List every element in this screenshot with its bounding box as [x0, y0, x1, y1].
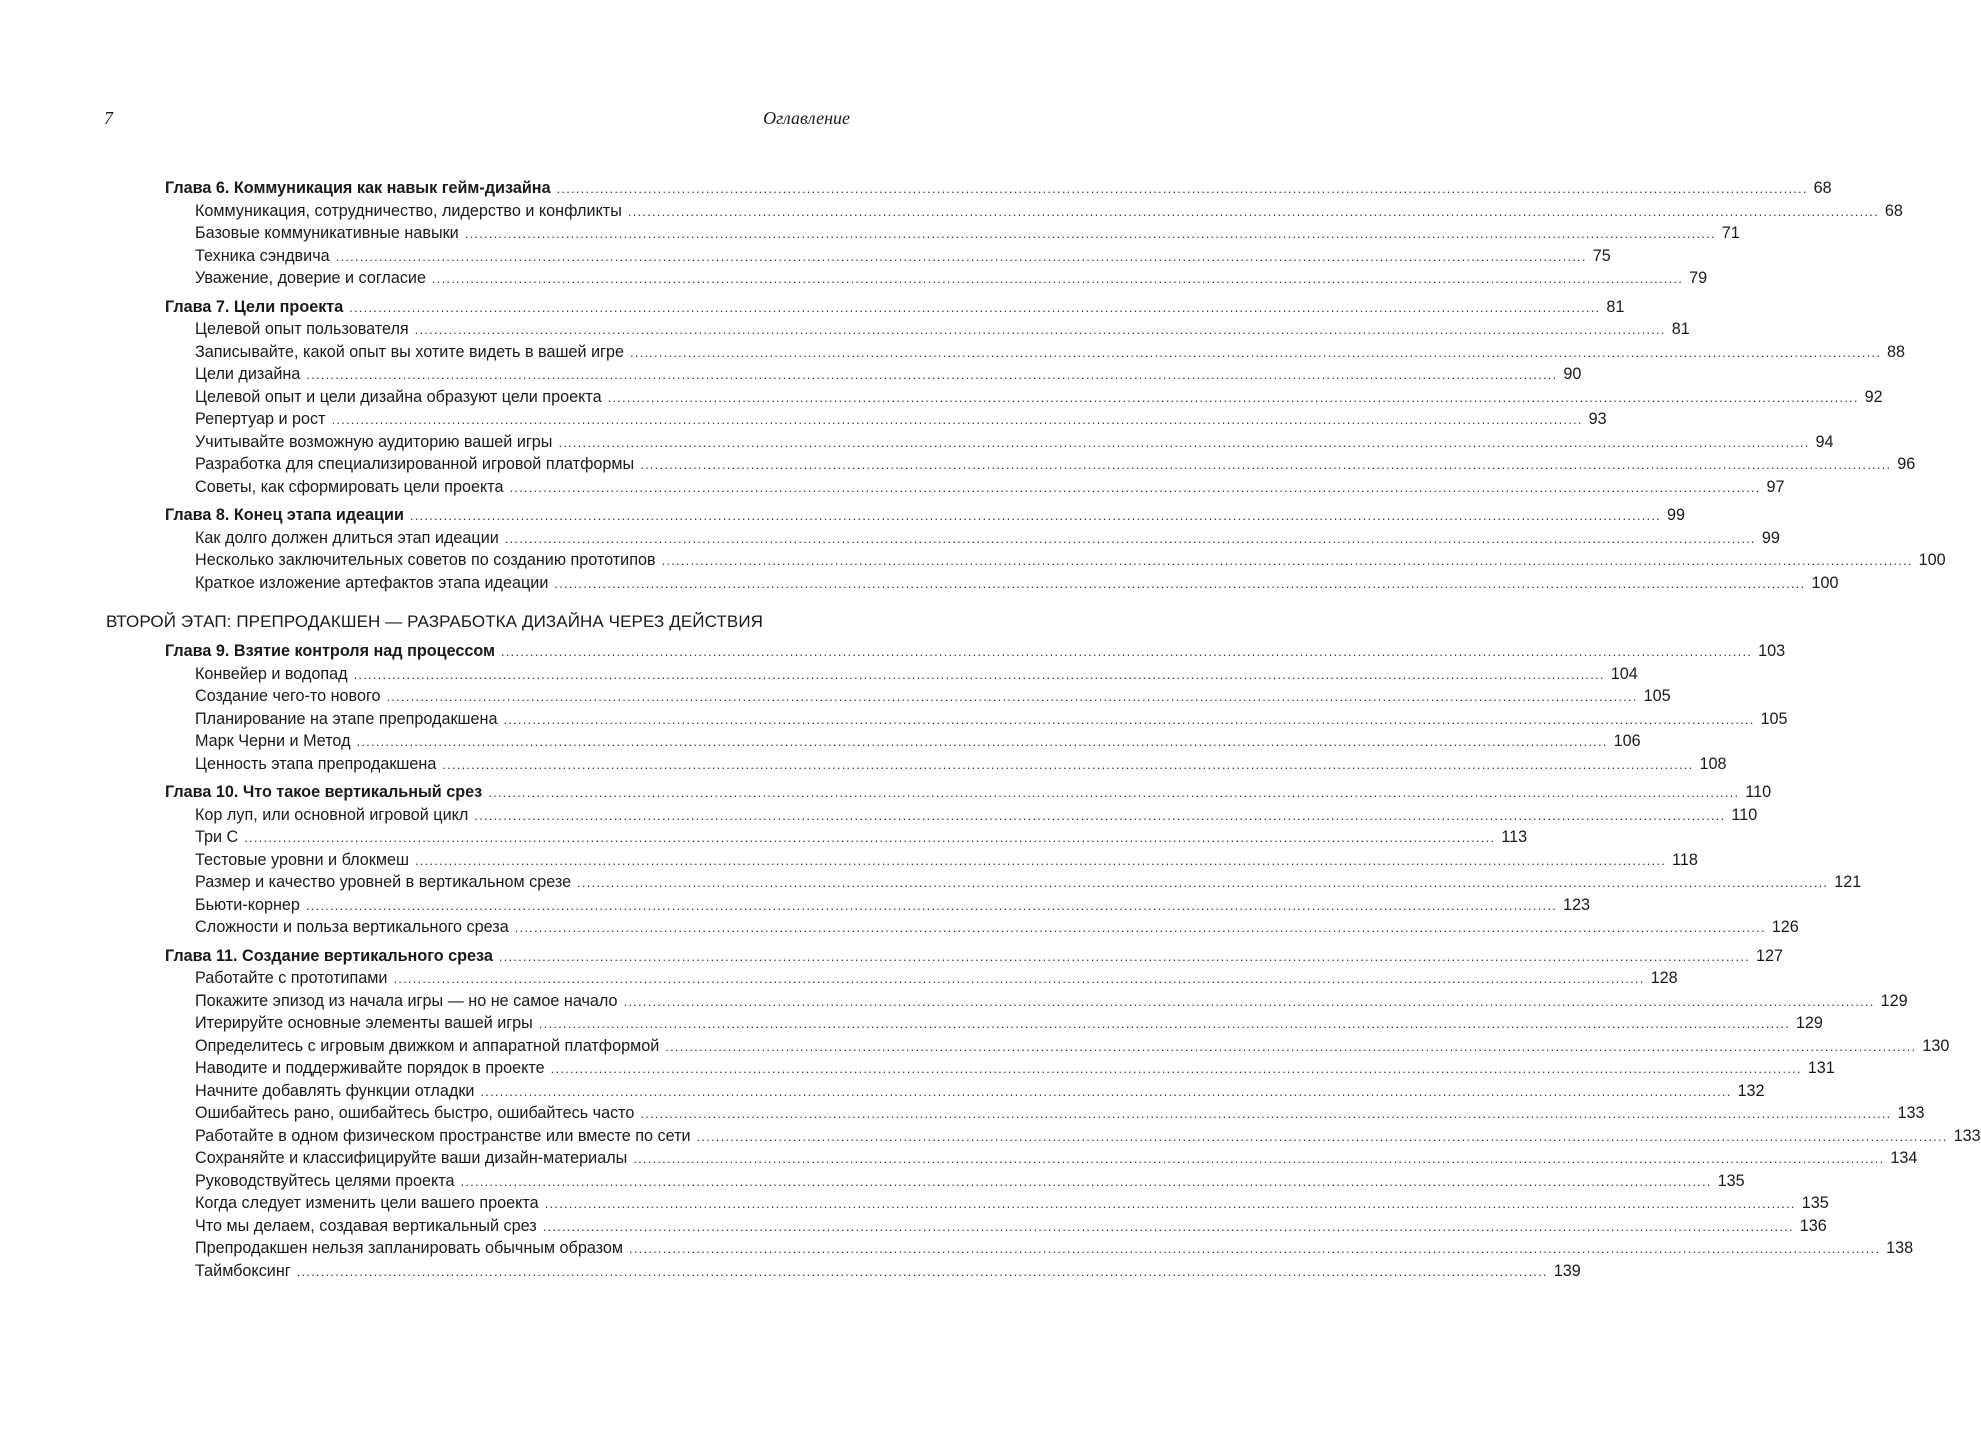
section-title: Краткое изложение артефактов этапа идеации [195, 574, 554, 593]
toc-section-entry[interactable] [0, 1036, 1950, 1060]
toc-section-entry[interactable] [0, 246, 1611, 270]
dot-leader [505, 531, 1756, 546]
toc-chapter-entry[interactable] [0, 946, 1783, 970]
toc-section-entry[interactable] [0, 709, 1788, 733]
dot-leader [539, 1016, 1790, 1031]
toc-chapter-entry[interactable] [0, 297, 1625, 321]
page-ref: 68 [1884, 201, 1903, 220]
toc-section-entry[interactable] [0, 1171, 1745, 1195]
chapter-title: Глава 6. Коммуникация как навык гейм-дизайна [165, 179, 557, 198]
toc-section-entry[interactable] [0, 1081, 1765, 1105]
page-ref: 106 [1613, 732, 1641, 750]
dot-leader [665, 1039, 1916, 1054]
toc-section-entry[interactable] [0, 320, 1690, 343]
section-title: Техника сэндвича [195, 247, 336, 266]
toc-chapter-group [0, 783, 1862, 941]
page-ref: 97 [1766, 477, 1785, 496]
page-header [104, 108, 850, 132]
section-title: Советы, как сформировать цели проекта [195, 478, 509, 497]
dot-leader [415, 853, 1666, 868]
page-ref: 105 [1760, 709, 1788, 728]
page-ref: 96 [1897, 455, 1916, 473]
section-title: Несколько заключительных советов по созданию прототипов [195, 551, 662, 570]
dot-leader [432, 271, 1683, 286]
page-ref: 88 [1887, 342, 1906, 361]
chapter-title: Глава 11. Создание вертикального среза [165, 947, 499, 966]
toc-section-entry[interactable] [0, 573, 1839, 597]
dot-leader [629, 1241, 1880, 1256]
toc-section-entry[interactable] [0, 1014, 1823, 1037]
toc-section-entry[interactable] [0, 687, 1671, 710]
section-title: Наводите и поддерживайте порядок в проекте [195, 1059, 551, 1078]
dot-leader [480, 1084, 1731, 1099]
section-title: Кор луп, или основной игровой цикл [195, 806, 474, 825]
chapter-title: Глава 7. Цели проекта [165, 298, 349, 317]
dot-leader [503, 712, 1754, 727]
section-title: Начните добавлять функции отладки [195, 1082, 480, 1101]
dot-leader [461, 1174, 1712, 1189]
toc-section-entry[interactable] [0, 342, 1906, 366]
chapter-title: Глава 9. Взятие контроля над процессом [165, 642, 501, 661]
dot-leader [543, 1219, 1794, 1234]
section-title: Размер и качество уровней в вертикальном срезе [195, 873, 577, 892]
toc-section-entry[interactable] [0, 805, 1758, 829]
section-title: Сохраняйте и классифицируйте ваши дизайн-материалы [195, 1149, 633, 1168]
section-title: Три С [195, 828, 244, 847]
toc-chapter-group [0, 506, 1946, 596]
dot-leader [415, 322, 1666, 337]
section-title: Итерируйте основные элементы вашей игры [195, 1014, 539, 1033]
page-ref: 133 [1953, 1126, 1981, 1145]
dot-leader [640, 457, 1891, 472]
section-title: Целевой опыт и цели дизайна образуют цели проекта [195, 388, 608, 407]
toc-chapter-group [0, 642, 1788, 777]
toc-chapter-entry[interactable] [0, 179, 1832, 202]
toc-section-entry[interactable] [0, 432, 1834, 456]
chapter-title: Глава 8. Конец этапа идеации [165, 506, 410, 525]
page-ref: 132 [1737, 1081, 1765, 1100]
dot-leader [474, 808, 1725, 823]
toc-chapter-group [0, 946, 1981, 1285]
dot-leader [697, 1129, 1948, 1144]
toc-section-entry[interactable] [0, 455, 1916, 478]
page-ref: 99 [1761, 528, 1780, 547]
section-title: Таймбоксинг [195, 1262, 297, 1281]
page-ref: 135 [1801, 1194, 1829, 1212]
part-heading: ВТОРОЙ ЭТАП: ПРЕПРОДАКШЕН — РАЗРАБОТКА ДИЗАЙНА ЧЕРЕЗ ДЕЙСТВИЯ [106, 612, 764, 631]
page-ref: 113 [1501, 828, 1528, 846]
toc-section-entry[interactable] [0, 387, 1883, 411]
section-title: Уважение, доверие и согласие [195, 269, 432, 288]
section-title: Учитывайте возможную аудиторию вашей игры [195, 433, 558, 452]
page-ref: 68 [1813, 179, 1832, 197]
toc-section-entry[interactable] [0, 1216, 1827, 1240]
page-ref: 90 [1563, 365, 1582, 383]
dot-leader [558, 435, 1809, 450]
section-title: Целевой опыт пользователя [195, 320, 415, 339]
section-title: Ошибайтесь рано, ошибайтесь быстро, ошибайтесь часто [195, 1104, 640, 1123]
page-ref: 110 [1731, 805, 1758, 824]
page-ref: 99 [1667, 506, 1686, 524]
toc-section-entry[interactable] [0, 991, 1908, 1015]
dot-leader [297, 1264, 1548, 1279]
section-title: Ценность этапа препродакшена [195, 755, 442, 774]
dot-leader [349, 300, 1600, 315]
dot-leader [488, 785, 1739, 800]
section-title: Марк Черни и Метод [195, 732, 357, 751]
toc-section-entry[interactable] [0, 269, 1708, 292]
toc-section-entry[interactable] [0, 201, 1903, 225]
toc-chapter-group [0, 297, 1916, 501]
toc-section-entry[interactable] [0, 1261, 1581, 1285]
page-ref: 81 [1606, 297, 1625, 316]
dot-leader [628, 204, 1879, 219]
section-title: Препродакшен нельзя запланировать обычным образом [195, 1239, 629, 1258]
toc-section-entry[interactable] [0, 1149, 1918, 1172]
toc-section-entry[interactable] [0, 365, 1582, 388]
dot-leader [557, 181, 1808, 196]
dot-leader [554, 576, 1805, 591]
toc-section-entry[interactable] [0, 732, 1641, 755]
dot-leader [577, 875, 1828, 890]
section-title: Конвейер и водопад [195, 665, 354, 684]
page-number: 7 [104, 108, 113, 128]
section-title: Что мы делаем, создавая вертикальный срез [195, 1217, 543, 1236]
page-ref: 104 [1610, 664, 1638, 683]
toc-section-entry[interactable] [0, 551, 1946, 574]
dot-leader [465, 226, 1716, 241]
dot-leader [244, 830, 1495, 845]
toc-section-entry[interactable] [0, 1059, 1835, 1082]
section-title: Покажите эпизод из начала игры — но не самое начало [195, 992, 624, 1011]
toc-section-entry[interactable] [0, 850, 1698, 874]
toc-section-entry[interactable] [0, 664, 1638, 688]
toc-section-entry[interactable] [0, 1194, 1829, 1217]
toc-section-entry[interactable] [0, 969, 1678, 992]
section-title: Планирование на этапе препродакшена [195, 710, 503, 729]
page-ref: 128 [1650, 969, 1678, 987]
section-title: Бьюти-корнер [195, 896, 306, 915]
toc-section-entry[interactable] [0, 410, 1607, 433]
dot-leader [640, 1106, 1891, 1121]
section-title: Базовые коммуникативные навыки [195, 224, 465, 243]
toc-section-entry[interactable] [0, 895, 1590, 919]
section-title: Тестовые уровни и блокмеш [195, 851, 415, 870]
toc-section-entry[interactable] [0, 1104, 1925, 1127]
dot-leader [387, 689, 1638, 704]
page-ref: 105 [1643, 687, 1671, 705]
page-ref: 129 [1880, 991, 1908, 1010]
dot-leader [410, 508, 1661, 523]
page-ref: 138 [1886, 1239, 1914, 1257]
toc-chapter-entry[interactable] [0, 642, 1786, 665]
section-title: Записывайте, какой опыт вы хотите видеть в вашей игре [195, 343, 630, 362]
dot-leader [354, 667, 1605, 682]
page-ref: 118 [1672, 850, 1698, 869]
dot-leader [393, 971, 1644, 986]
page-ref: 127 [1755, 946, 1783, 965]
page-ref: 93 [1588, 410, 1607, 428]
page-ref: 139 [1553, 1261, 1581, 1280]
dot-leader [509, 480, 1760, 495]
chapter-title: Глава 10. Что такое вертикальный срез [165, 783, 488, 802]
dot-leader [633, 1151, 1884, 1166]
dot-leader [545, 1196, 1796, 1211]
dot-leader [336, 249, 1587, 264]
page-ref: 108 [1699, 754, 1727, 773]
dot-leader [662, 553, 1913, 568]
toc-part-two-section [0, 642, 1981, 1284]
dot-leader [306, 367, 1557, 382]
toc-section-entry[interactable] [0, 754, 1727, 778]
dot-leader [630, 345, 1881, 360]
table-of-contents [0, 173, 1981, 1284]
dot-leader [332, 412, 1583, 427]
section-title: Как долго должен длиться этап идеации [195, 529, 505, 548]
toc-section-entry[interactable] [0, 528, 1780, 552]
section-title: Работайте с прототипами [195, 969, 393, 988]
page-ref: 126 [1771, 918, 1799, 936]
dot-leader [357, 734, 1608, 749]
toc-section-entry[interactable] [0, 828, 1528, 851]
section-title: Когда следует изменить цели вашего проекта [195, 1194, 545, 1213]
dot-leader [442, 757, 1693, 772]
dot-leader [551, 1061, 1802, 1076]
toc-section-entry[interactable] [0, 1126, 1981, 1150]
page-ref: 133 [1897, 1104, 1925, 1122]
toc-section-entry[interactable] [0, 477, 1785, 501]
page-ref: 129 [1795, 1014, 1823, 1032]
running-title: Оглавление [763, 108, 850, 128]
page-ref: 110 [1745, 783, 1772, 801]
toc-chapter-entry[interactable] [0, 506, 1686, 529]
section-title: Репертуар и рост [195, 410, 332, 429]
page-ref: 92 [1864, 387, 1883, 406]
page-ref: 81 [1671, 320, 1690, 338]
section-title: Цели дизайна [195, 365, 306, 384]
dot-leader [624, 994, 1875, 1009]
section-title: Работайте в одном физическом пространстве или вместе по сети [195, 1127, 697, 1146]
toc-section-entry[interactable] [0, 918, 1799, 941]
page-ref: 121 [1834, 873, 1862, 891]
page-ref: 71 [1721, 224, 1740, 242]
dot-leader [306, 898, 1557, 913]
toc-chapter-entry[interactable] [0, 783, 1772, 806]
page-ref: 130 [1922, 1036, 1950, 1055]
dot-leader [499, 949, 1750, 964]
page-ref: 131 [1807, 1059, 1835, 1077]
section-title: Разработка для специализированной игровой платформы [195, 455, 640, 474]
page-ref: 103 [1758, 642, 1786, 660]
page-ref: 94 [1815, 432, 1834, 451]
toc-section-entry[interactable] [0, 224, 1740, 247]
dot-leader [515, 920, 1766, 935]
page-ref: 79 [1689, 269, 1708, 287]
toc-section-entry[interactable] [0, 873, 1862, 896]
page-ref: 100 [1918, 551, 1946, 569]
section-title: Руководствуйтесь целями проекта [195, 1172, 461, 1191]
section-title: Создание чего-то нового [195, 687, 387, 706]
dot-leader [608, 390, 1859, 405]
section-title: Коммуникация, сотрудничество, лидерство и конфликты [195, 202, 628, 221]
page-ref: 134 [1890, 1149, 1918, 1167]
toc-chapter-group [0, 179, 1903, 292]
section-title: Определитесь с игровым движком и аппаратной платформой [195, 1037, 665, 1056]
section-title: Сложности и польза вертикального среза [195, 918, 515, 937]
dot-leader [501, 644, 1752, 659]
page-ref: 100 [1811, 573, 1839, 592]
page-ref: 135 [1717, 1171, 1745, 1190]
page-ref: 75 [1592, 246, 1611, 265]
page-ref: 123 [1562, 895, 1590, 914]
toc-section-entry[interactable] [0, 1239, 1914, 1262]
page-ref: 136 [1799, 1216, 1827, 1235]
toc-part-one-section [0, 179, 1946, 596]
